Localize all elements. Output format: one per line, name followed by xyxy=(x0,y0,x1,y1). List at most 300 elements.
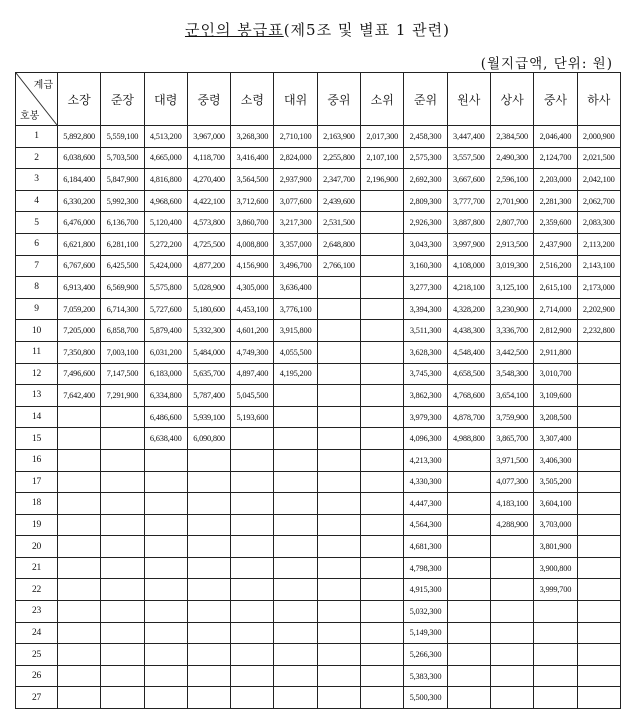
salary-cell xyxy=(231,493,274,515)
salary-cell: 2,809,300 xyxy=(404,190,447,212)
salary-cell: 4,968,600 xyxy=(144,190,187,212)
salary-cell: 5,272,200 xyxy=(144,233,187,255)
salary-cell: 3,357,000 xyxy=(274,233,317,255)
salary-cell: 2,692,300 xyxy=(404,169,447,191)
salary-cell xyxy=(534,622,577,644)
salary-cell: 2,714,000 xyxy=(534,298,577,320)
salary-cell xyxy=(361,406,404,428)
salary-cell: 4,288,900 xyxy=(490,514,533,536)
salary-cell: 2,347,700 xyxy=(317,169,360,191)
salary-cell xyxy=(231,428,274,450)
salary-cell: 4,665,000 xyxy=(144,147,187,169)
salary-cell: 2,000,900 xyxy=(577,126,620,148)
salary-cell: 5,879,400 xyxy=(144,320,187,342)
salary-cell xyxy=(361,601,404,623)
salary-cell xyxy=(317,298,360,320)
salary-cell xyxy=(577,579,620,601)
salary-cell xyxy=(231,601,274,623)
salary-cell xyxy=(577,471,620,493)
salary-cell: 4,877,200 xyxy=(187,255,230,277)
salary-cell: 5,193,600 xyxy=(231,406,274,428)
salary-cell xyxy=(577,385,620,407)
table-row xyxy=(16,298,621,320)
salary-cell xyxy=(274,601,317,623)
salary-cell: 5,266,300 xyxy=(404,644,447,666)
salary-cell xyxy=(58,665,101,687)
salary-cell xyxy=(187,622,230,644)
table-row xyxy=(16,169,621,191)
salary-cell: 3,043,300 xyxy=(404,233,447,255)
salary-cell: 4,447,300 xyxy=(404,493,447,515)
salary-cell: 4,422,100 xyxy=(187,190,230,212)
salary-cell xyxy=(577,363,620,385)
salary-cell xyxy=(361,341,404,363)
salary-cell xyxy=(274,687,317,709)
salary-cell xyxy=(101,493,144,515)
salary-cell: 3,979,300 xyxy=(404,406,447,428)
table-row xyxy=(16,385,621,407)
salary-cell: 2,196,900 xyxy=(361,169,404,191)
salary-cell: 3,636,400 xyxy=(274,277,317,299)
salary-cell: 3,010,700 xyxy=(534,363,577,385)
salary-cell: 2,163,900 xyxy=(317,126,360,148)
salary-cell: 2,766,100 xyxy=(317,255,360,277)
salary-cell xyxy=(447,601,490,623)
salary-cell xyxy=(58,687,101,709)
step-cell: 17 xyxy=(16,471,58,493)
salary-cell: 2,281,300 xyxy=(534,190,577,212)
step-cell: 19 xyxy=(16,514,58,536)
salary-cell: 6,183,000 xyxy=(144,363,187,385)
salary-cell xyxy=(58,536,101,558)
salary-cell xyxy=(577,687,620,709)
salary-cell: 3,548,300 xyxy=(490,363,533,385)
salary-cell xyxy=(101,622,144,644)
salary-cell: 2,017,300 xyxy=(361,126,404,148)
salary-cell: 4,573,800 xyxy=(187,212,230,234)
salary-cell: 4,453,100 xyxy=(231,298,274,320)
salary-cell: 3,125,100 xyxy=(490,277,533,299)
salary-cell: 6,476,000 xyxy=(58,212,101,234)
salary-cell xyxy=(577,428,620,450)
rank-header: 준장 xyxy=(101,73,144,126)
salary-cell: 3,703,000 xyxy=(534,514,577,536)
salary-cell: 5,787,400 xyxy=(187,385,230,407)
salary-cell: 4,328,200 xyxy=(447,298,490,320)
salary-cell: 5,120,400 xyxy=(144,212,187,234)
salary-cell: 5,032,300 xyxy=(404,601,447,623)
salary-cell: 3,667,600 xyxy=(447,169,490,191)
salary-cell: 4,438,300 xyxy=(447,320,490,342)
salary-cell xyxy=(577,665,620,687)
salary-cell xyxy=(274,665,317,687)
salary-cell xyxy=(58,406,101,428)
table-row xyxy=(16,126,621,148)
salary-cell: 3,496,700 xyxy=(274,255,317,277)
salary-cell xyxy=(577,449,620,471)
salary-cell: 2,824,000 xyxy=(274,147,317,169)
table-row xyxy=(16,493,621,515)
salary-cell: 6,913,400 xyxy=(58,277,101,299)
rank-header: 원사 xyxy=(447,73,490,126)
salary-cell xyxy=(361,298,404,320)
table-row xyxy=(16,212,621,234)
salary-cell: 4,330,300 xyxy=(404,471,447,493)
salary-cell xyxy=(274,579,317,601)
salary-cell xyxy=(447,471,490,493)
salary-cell: 2,384,500 xyxy=(490,126,533,148)
salary-cell xyxy=(101,536,144,558)
step-cell: 26 xyxy=(16,665,58,687)
salary-cell xyxy=(490,601,533,623)
rank-header: 중위 xyxy=(317,73,360,126)
salary-cell xyxy=(144,493,187,515)
salary-cell: 7,147,500 xyxy=(101,363,144,385)
salary-cell: 2,021,500 xyxy=(577,147,620,169)
salary-cell xyxy=(274,406,317,428)
salary-cell xyxy=(361,212,404,234)
salary-cell: 4,183,100 xyxy=(490,493,533,515)
salary-cell: 6,334,800 xyxy=(144,385,187,407)
salary-cell: 4,816,800 xyxy=(144,169,187,191)
salary-cell: 4,564,300 xyxy=(404,514,447,536)
salary-cell: 4,077,300 xyxy=(490,471,533,493)
rank-header: 하사 xyxy=(577,73,620,126)
step-cell: 27 xyxy=(16,687,58,709)
salary-cell xyxy=(317,493,360,515)
salary-cell xyxy=(58,601,101,623)
salary-cell: 7,059,200 xyxy=(58,298,101,320)
salary-cell: 2,437,900 xyxy=(534,233,577,255)
salary-cell: 3,557,500 xyxy=(447,147,490,169)
salary-cell xyxy=(317,449,360,471)
salary-cell: 2,359,600 xyxy=(534,212,577,234)
step-cell: 20 xyxy=(16,536,58,558)
salary-cell xyxy=(58,449,101,471)
salary-cell xyxy=(274,514,317,536)
step-cell: 11 xyxy=(16,341,58,363)
salary-cell xyxy=(317,536,360,558)
salary-cell: 3,109,600 xyxy=(534,385,577,407)
salary-cell: 5,332,300 xyxy=(187,320,230,342)
salary-cell xyxy=(361,277,404,299)
salary-cell xyxy=(274,449,317,471)
salary-cell: 3,776,100 xyxy=(274,298,317,320)
salary-cell: 3,865,700 xyxy=(490,428,533,450)
salary-cell xyxy=(447,644,490,666)
salary-cell xyxy=(187,471,230,493)
salary-cell xyxy=(58,557,101,579)
salary-cell xyxy=(144,449,187,471)
salary-cell: 4,725,500 xyxy=(187,233,230,255)
table-row xyxy=(16,622,621,644)
salary-cell xyxy=(361,622,404,644)
salary-cell: 4,213,300 xyxy=(404,449,447,471)
salary-cell: 2,516,200 xyxy=(534,255,577,277)
salary-cell xyxy=(231,644,274,666)
salary-cell xyxy=(577,406,620,428)
salary-cell xyxy=(101,665,144,687)
salary-cell: 3,442,500 xyxy=(490,341,533,363)
salary-cell: 3,160,300 xyxy=(404,255,447,277)
salary-cell: 2,531,500 xyxy=(317,212,360,234)
salary-cell xyxy=(361,536,404,558)
salary-cell: 2,083,300 xyxy=(577,212,620,234)
salary-cell xyxy=(361,687,404,709)
step-cell: 6 xyxy=(16,233,58,255)
salary-cell xyxy=(231,557,274,579)
salary-cell: 5,500,300 xyxy=(404,687,447,709)
document-title xyxy=(0,19,635,40)
salary-cell xyxy=(231,449,274,471)
salary-cell xyxy=(490,665,533,687)
salary-cell xyxy=(361,320,404,342)
step-cell: 4 xyxy=(16,190,58,212)
rank-header: 준위 xyxy=(404,73,447,126)
salary-cell xyxy=(101,406,144,428)
salary-cell xyxy=(187,665,230,687)
salary-cell: 2,232,800 xyxy=(577,320,620,342)
salary-cell: 2,173,000 xyxy=(577,277,620,299)
salary-cell: 3,394,300 xyxy=(404,298,447,320)
salary-cell: 4,749,300 xyxy=(231,341,274,363)
step-cell: 12 xyxy=(16,363,58,385)
salary-cell: 4,008,800 xyxy=(231,233,274,255)
salary-cell: 3,759,900 xyxy=(490,406,533,428)
salary-cell xyxy=(144,601,187,623)
step-cell: 10 xyxy=(16,320,58,342)
salary-cell: 2,143,100 xyxy=(577,255,620,277)
salary-cell xyxy=(187,449,230,471)
salary-cell xyxy=(317,601,360,623)
salary-cell: 7,350,800 xyxy=(58,341,101,363)
salary-cell xyxy=(317,341,360,363)
salary-cell: 2,596,100 xyxy=(490,169,533,191)
salary-cell: 2,911,800 xyxy=(534,341,577,363)
salary-cell: 6,090,800 xyxy=(187,428,230,450)
salary-cell xyxy=(361,363,404,385)
salary-cell: 2,107,100 xyxy=(361,147,404,169)
rank-header: 대령 xyxy=(144,73,187,126)
salary-cell: 5,045,500 xyxy=(231,385,274,407)
salary-cell xyxy=(534,644,577,666)
table-row xyxy=(16,277,621,299)
salary-cell xyxy=(144,644,187,666)
salary-cell: 2,575,300 xyxy=(404,147,447,169)
salary-cell xyxy=(101,687,144,709)
corner-cell xyxy=(16,73,58,126)
salary-cell xyxy=(317,557,360,579)
salary-cell xyxy=(274,622,317,644)
salary-cell: 3,505,200 xyxy=(534,471,577,493)
table-row xyxy=(16,449,621,471)
salary-cell: 4,897,400 xyxy=(231,363,274,385)
corner-step-label: 호봉 xyxy=(20,111,40,122)
salary-cell xyxy=(447,665,490,687)
salary-cell: 4,218,100 xyxy=(447,277,490,299)
salary-cell xyxy=(361,644,404,666)
salary-cell: 4,055,500 xyxy=(274,341,317,363)
salary-cell xyxy=(58,471,101,493)
salary-cell xyxy=(187,493,230,515)
salary-cell xyxy=(274,428,317,450)
salary-cell: 3,745,300 xyxy=(404,363,447,385)
step-cell: 15 xyxy=(16,428,58,450)
rank-header: 상사 xyxy=(490,73,533,126)
salary-cell xyxy=(577,493,620,515)
table-row xyxy=(16,233,621,255)
corner-rank-label: 계급 xyxy=(33,80,53,91)
salary-cell xyxy=(317,277,360,299)
salary-cell: 6,621,800 xyxy=(58,233,101,255)
salary-cell: 5,992,300 xyxy=(101,190,144,212)
salary-cell xyxy=(447,536,490,558)
salary-cell xyxy=(187,601,230,623)
salary-cell: 6,569,900 xyxy=(101,277,144,299)
table-row xyxy=(16,601,621,623)
salary-cell: 2,710,100 xyxy=(274,126,317,148)
salary-cell xyxy=(361,493,404,515)
salary-cell: 7,003,100 xyxy=(101,341,144,363)
table-row xyxy=(16,536,621,558)
salary-cell: 2,202,900 xyxy=(577,298,620,320)
salary-cell xyxy=(317,514,360,536)
salary-cell xyxy=(490,644,533,666)
step-cell: 22 xyxy=(16,579,58,601)
salary-cell: 4,878,700 xyxy=(447,406,490,428)
salary-cell xyxy=(58,644,101,666)
salary-cell xyxy=(144,536,187,558)
salary-cell xyxy=(361,579,404,601)
salary-cell: 4,096,300 xyxy=(404,428,447,450)
salary-cell: 3,511,300 xyxy=(404,320,447,342)
salary-cell xyxy=(187,644,230,666)
salary-cell: 3,217,300 xyxy=(274,212,317,234)
salary-cell: 5,484,000 xyxy=(187,341,230,363)
step-cell: 18 xyxy=(16,493,58,515)
salary-cell: 7,496,600 xyxy=(58,363,101,385)
salary-cell: 5,575,800 xyxy=(144,277,187,299)
salary-cell xyxy=(361,233,404,255)
salary-cell xyxy=(577,536,620,558)
salary-cell: 3,604,100 xyxy=(534,493,577,515)
table-row xyxy=(16,147,621,169)
salary-cell: 3,447,400 xyxy=(447,126,490,148)
salary-cell: 6,031,200 xyxy=(144,341,187,363)
salary-cell xyxy=(490,536,533,558)
step-cell: 24 xyxy=(16,622,58,644)
table-row xyxy=(16,320,621,342)
salary-cell xyxy=(490,622,533,644)
salary-cell: 4,915,300 xyxy=(404,579,447,601)
salary-cell: 2,812,900 xyxy=(534,320,577,342)
salary-cell: 2,046,400 xyxy=(534,126,577,148)
salary-cell xyxy=(101,514,144,536)
step-cell: 14 xyxy=(16,406,58,428)
table-row xyxy=(16,341,621,363)
step-cell: 3 xyxy=(16,169,58,191)
table-row xyxy=(16,190,621,212)
salary-cell xyxy=(231,579,274,601)
salary-cell xyxy=(187,536,230,558)
salary-cell xyxy=(231,536,274,558)
rank-header: 소령 xyxy=(231,73,274,126)
salary-cell xyxy=(58,428,101,450)
salary-cell: 2,062,700 xyxy=(577,190,620,212)
salary-cell xyxy=(490,687,533,709)
salary-cell xyxy=(231,622,274,644)
salary-cell: 2,439,600 xyxy=(317,190,360,212)
table-row xyxy=(16,665,621,687)
salary-cell xyxy=(144,687,187,709)
salary-cell: 5,703,500 xyxy=(101,147,144,169)
salary-cell xyxy=(317,385,360,407)
salary-cell: 5,149,300 xyxy=(404,622,447,644)
salary-cell: 5,028,900 xyxy=(187,277,230,299)
salary-cell xyxy=(58,493,101,515)
salary-cell: 2,490,300 xyxy=(490,147,533,169)
salary-cell: 3,900,800 xyxy=(534,557,577,579)
salary-cell xyxy=(361,428,404,450)
salary-cell xyxy=(447,493,490,515)
salary-cell: 3,999,700 xyxy=(534,579,577,601)
salary-cell xyxy=(317,320,360,342)
salary-cell: 3,077,600 xyxy=(274,190,317,212)
salary-cell: 3,801,900 xyxy=(534,536,577,558)
salary-cell xyxy=(577,341,620,363)
salary-cell: 3,336,700 xyxy=(490,320,533,342)
salary-cell: 5,180,600 xyxy=(187,298,230,320)
salary-cell: 3,406,300 xyxy=(534,449,577,471)
salary-cell: 5,939,100 xyxy=(187,406,230,428)
salary-cell xyxy=(101,557,144,579)
step-cell: 16 xyxy=(16,449,58,471)
rank-header: 소위 xyxy=(361,73,404,126)
salary-cell: 4,988,800 xyxy=(447,428,490,450)
salary-cell: 6,184,400 xyxy=(58,169,101,191)
salary-cell: 3,019,300 xyxy=(490,255,533,277)
salary-cell xyxy=(187,557,230,579)
salary-cell: 5,847,900 xyxy=(101,169,144,191)
salary-cell: 6,136,700 xyxy=(101,212,144,234)
salary-cell: 3,887,800 xyxy=(447,212,490,234)
step-cell: 8 xyxy=(16,277,58,299)
step-cell: 5 xyxy=(16,212,58,234)
salary-cell xyxy=(490,579,533,601)
salary-cell xyxy=(101,579,144,601)
table-row xyxy=(16,255,621,277)
title-reference: (제5조 및 별표 1 관련) xyxy=(283,21,450,39)
salary-cell: 4,601,200 xyxy=(231,320,274,342)
salary-cell xyxy=(317,428,360,450)
salary-cell xyxy=(58,579,101,601)
salary-cell xyxy=(144,471,187,493)
salary-cell: 4,270,400 xyxy=(187,169,230,191)
salary-cell xyxy=(317,644,360,666)
rank-header: 중령 xyxy=(187,73,230,126)
salary-cell: 3,997,900 xyxy=(447,233,490,255)
salary-cell: 6,714,300 xyxy=(101,298,144,320)
salary-cell: 5,635,700 xyxy=(187,363,230,385)
salary-cell: 7,205,000 xyxy=(58,320,101,342)
step-cell: 23 xyxy=(16,601,58,623)
rank-header: 소장 xyxy=(58,73,101,126)
salary-cell: 4,156,900 xyxy=(231,255,274,277)
salary-cell xyxy=(58,622,101,644)
salary-cell xyxy=(447,579,490,601)
salary-cell xyxy=(361,557,404,579)
salary-cell: 6,281,100 xyxy=(101,233,144,255)
